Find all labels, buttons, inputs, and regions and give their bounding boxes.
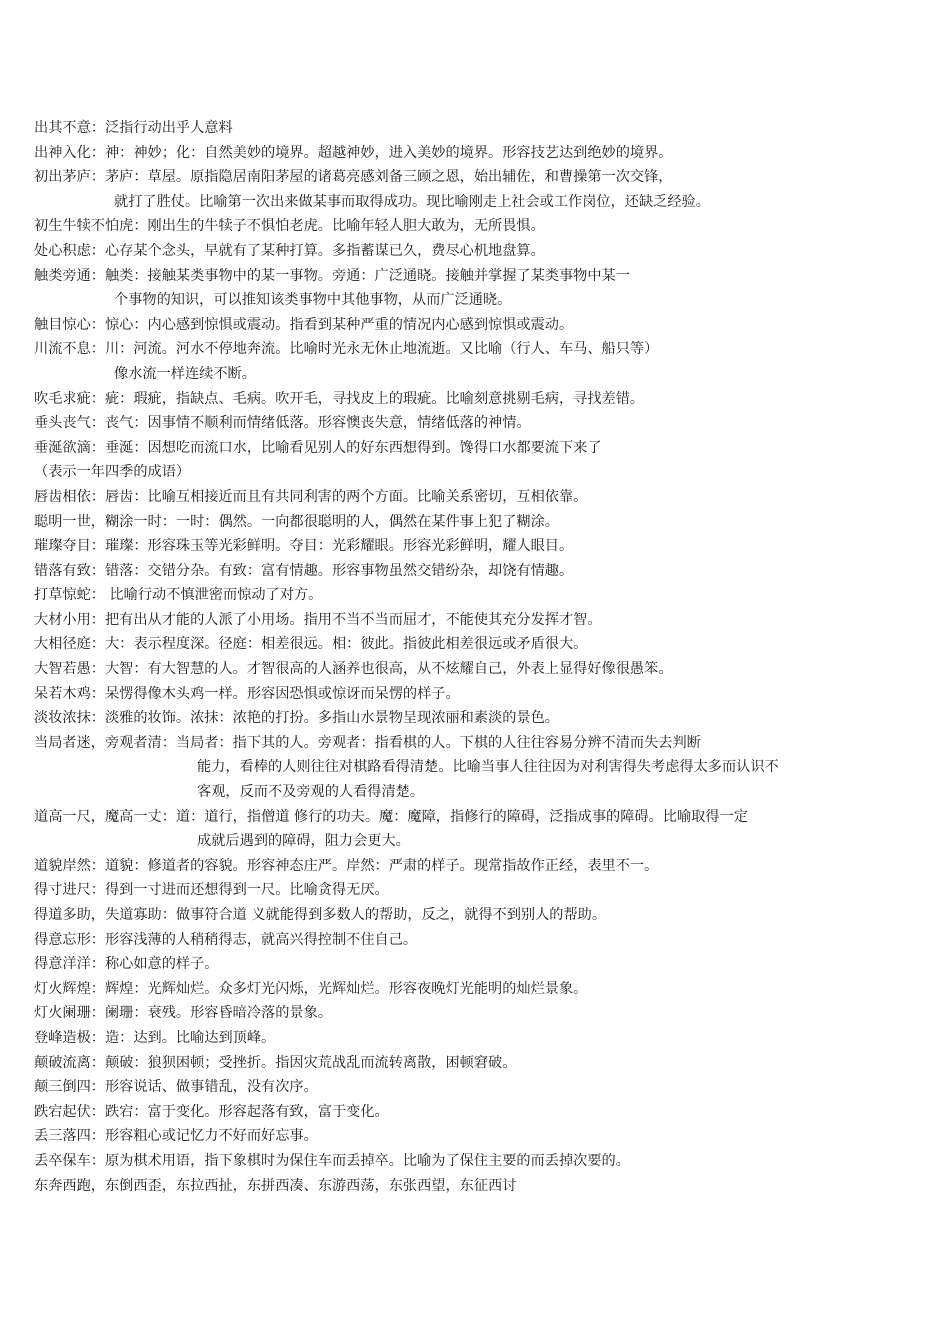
entry-text: 丢卒保车：原为棋术用语，指下象棋时为保住车而丢掉卒。比喻为了保住主要的而丢掉次要的。 [34, 1152, 630, 1169]
idiom-entry [34, 805, 914, 854]
entry-text: 川流不息：川：河流。河水不停地奔流。比喻时光永无休止地流逝。又比喻（行人、车马、船只等） [34, 341, 659, 358]
idiom-entry [34, 903, 914, 928]
idiom-entry [34, 214, 914, 239]
idiom-entry [34, 116, 914, 141]
entry-text: 道高一尺，魔高一丈：道：道行，指僧道 修行的功夫。魔：魔障，指修行的障碍，泛指成事的障碍。比喻取得一定 [34, 808, 748, 825]
idiom-entry [34, 682, 914, 707]
entry-text: 错落有致：错落：交错分杂。有致：富有情趣。形容事物虽然交错纷杂，却饶有情趣。 [34, 562, 574, 579]
idiom-entry [34, 1026, 914, 1051]
idiom-entry [34, 264, 914, 313]
entry-text: 灯火阑珊：阑珊：衰残。形容昏暗冷落的景象。 [34, 1005, 332, 1022]
idiom-entry [34, 559, 914, 584]
entry-text: 璀璨夺目：璀璨：形容珠玉等光彩鲜明。夺目：光彩耀眼。形容光彩鲜明，耀人眼目。 [34, 538, 574, 555]
entry-text: 初出茅庐：茅庐：草屋。原指隐居南阳茅屋的诸葛亮感刘备三顾之恩，始出辅佐，和曹操第一次交锋， [34, 169, 673, 186]
entry-text: 大材小用：把有出从才能的人派了小用场。指用不当不当而屈才，不能使其充分发挥才智。 [34, 611, 602, 628]
entry-text: 垂涎欲滴：垂涎：因想吃而流口水，比喻看见别人的好东西想得到。馋得口水都要流下来了 [34, 439, 602, 456]
entry-text: 垂头丧气：丧气：因事情不顺利而情绪低落。形容懊丧失意，情绪低落的神情。 [34, 415, 531, 432]
entry-continuation: 成就后遇到的障碍，阻力会更大。 [197, 833, 410, 850]
entry-text: 当局者迷，旁观者清：当局者：指下其的人。旁观者：指看棋的人。下棋的人往往容易分辨不清而失去判断 [34, 734, 701, 751]
idiom-entry [34, 731, 914, 805]
entry-text: 颠破流离：颠破：狼狈困顿；受挫折。指因灾荒战乱而流转离散，困顿窘破。 [34, 1054, 517, 1071]
entry-text: 得意洋洋：称心如意的样子。 [34, 956, 219, 973]
idiom-entry [34, 436, 914, 461]
idiom-entry [34, 411, 914, 436]
entry-text: 东奔西跑，东倒西歪，东拉西扯，东拼西凑、东游西荡，东张西望，东征西讨 [34, 1177, 517, 1194]
entry-text: 灯火辉煌：辉煌：光辉灿烂。众多灯光闪烁，光辉灿烂。形容夜晚灯光能明的灿烂景象。 [34, 980, 588, 997]
idiom-entry [34, 878, 914, 903]
idiom-entry [34, 313, 914, 338]
entry-text: 登峰造极：造：达到。比喻达到顶峰。 [34, 1029, 276, 1046]
idiom-entry [34, 608, 914, 633]
idiom-entry [34, 239, 914, 264]
entry-text: 跌宕起伏：跌宕：富于变化。形容起落有致，富于变化。 [34, 1103, 389, 1120]
entry-text: 得道多助，失道寡助：做事符合道 义就能得到多数人的帮助，反之，就得不到别人的帮助。 [34, 907, 607, 923]
entry-text: 唇齿相依：唇齿：比喻互相接近而且有共同利害的两个方面。比喻关系密切，互相依靠。 [34, 488, 588, 505]
entry-text: 触类旁通：触类：接触某类事物中的某一事物。旁通：广泛通晓。接触并掌握了某类事物中某一 [34, 267, 630, 284]
idiom-entry [34, 1174, 914, 1199]
entry-text: 颠三倒四：形容说话、做事错乱，没有次序。 [34, 1079, 318, 1096]
entry-text: 出神入化：神：神妙；化：自然美妙的境界。超越神妙，进入美妙的境界。形容技艺达到绝妙的境界。 [34, 144, 673, 161]
entry-text: 大智若愚：大智：有大智慧的人。才智很高的人涵养也很高，从不炫耀自己，外表上显得好像很愚笨。 [34, 661, 673, 678]
idiom-entry [34, 706, 914, 731]
idiom-entry [34, 510, 914, 535]
entry-text: 得意忘形：形容浅薄的人稍稍得志，就高兴得控制不住自己。 [34, 931, 418, 948]
idiom-entry [34, 165, 914, 214]
idiom-entry [34, 485, 914, 510]
idiom-entry [34, 928, 914, 953]
idiom-entry [34, 141, 914, 166]
idiom-entry [34, 337, 914, 386]
idiom-entry [34, 583, 914, 608]
idiom-entry [34, 387, 914, 412]
document-page [34, 116, 914, 1198]
entry-continuation: 就打了胜仗。比喻第一次出来做某事而取得成功。现比喻刚走上社会或工作岗位，还缺乏经验。 [114, 193, 710, 210]
idiom-entry [34, 1075, 914, 1100]
entry-text: 得寸进尺：得到一寸进而还想得到一尺。比喻贪得无厌。 [34, 882, 389, 899]
entry-text: 触目惊心：惊心：内心感到惊惧或震动。指看到某种严重的情况内心感到惊惧或震动。 [34, 316, 574, 333]
entry-continuation: 客观，反而不及旁观的人看得清楚。 [197, 784, 425, 801]
idiom-entry [34, 657, 914, 682]
entry-text: 出其不意：泛指行动出乎人意料 [34, 120, 233, 136]
entry-text: 聪明一世，糊涂一时：一时：偶然。一向都很聪明的人，偶然在某件事上犯了糊涂。 [34, 513, 559, 530]
idiom-entry [34, 854, 914, 879]
entry-continuation: 个事物的知识，可以推知该类事物中其他事物，从而广泛通晓。 [114, 292, 512, 309]
section-note [34, 460, 914, 485]
entry-continuation: 像水流一样连续不断。 [114, 365, 256, 382]
idiom-entry [34, 1100, 914, 1125]
entry-text: 丢三落四：形容粗心或记忆力不好而好忘事。 [34, 1128, 318, 1145]
idiom-entry [34, 1051, 914, 1076]
idiom-entry [34, 952, 914, 977]
entry-text: 大相径庭：大：表示程度深。径庭：相差很远。相：彼此。指彼此相差很远或矛盾很大。 [34, 636, 588, 653]
idiom-entry [34, 1149, 914, 1174]
entry-text: （表示一年四季的成语） [34, 464, 191, 481]
entry-text: 处心积虑：心存某个念头，早就有了某种打算。多指蓄谋已久，费尽心机地盘算。 [34, 242, 545, 259]
entry-text: 呆若木鸡：呆愣得像木头鸡一样。形容因恐惧或惊讶而呆愣的样子。 [34, 685, 460, 702]
idiom-entry [34, 1001, 914, 1026]
entry-text: 初生牛犊不怕虎：刚出生的牛犊子不惧怕老虎。比喻年轻人胆大敢为，无所畏惧。 [34, 218, 545, 235]
entry-text: 吹毛求疵：疵：瑕疵，指缺点、毛病。吹开毛，寻找皮上的瑕疵。比喻刻意挑剔毛病，寻找差错。 [34, 390, 645, 407]
idiom-entry [34, 1124, 914, 1149]
entry-text: 打草惊蛇： 比喻行动不慎泄密而惊动了对方。 [34, 587, 323, 604]
idiom-entry [34, 977, 914, 1002]
entry-text: 淡妆浓抹：淡雅的妆饰。浓抹：浓艳的打扮。多指山水景物呈现浓丽和素淡的景色。 [34, 710, 559, 727]
entry-continuation: 能力，看棒的人则往往对棋路看得清楚。比喻当事人往往因为对利害得失考虑得太多而认识不 [197, 759, 779, 776]
idiom-entry [34, 632, 914, 657]
idiom-entry [34, 534, 914, 559]
entry-text: 道貌岸然：道貌：修道者的容貌。形容神态庄严。岸然：严肃的样子。现常指故作正经，表里不一。 [34, 857, 659, 874]
